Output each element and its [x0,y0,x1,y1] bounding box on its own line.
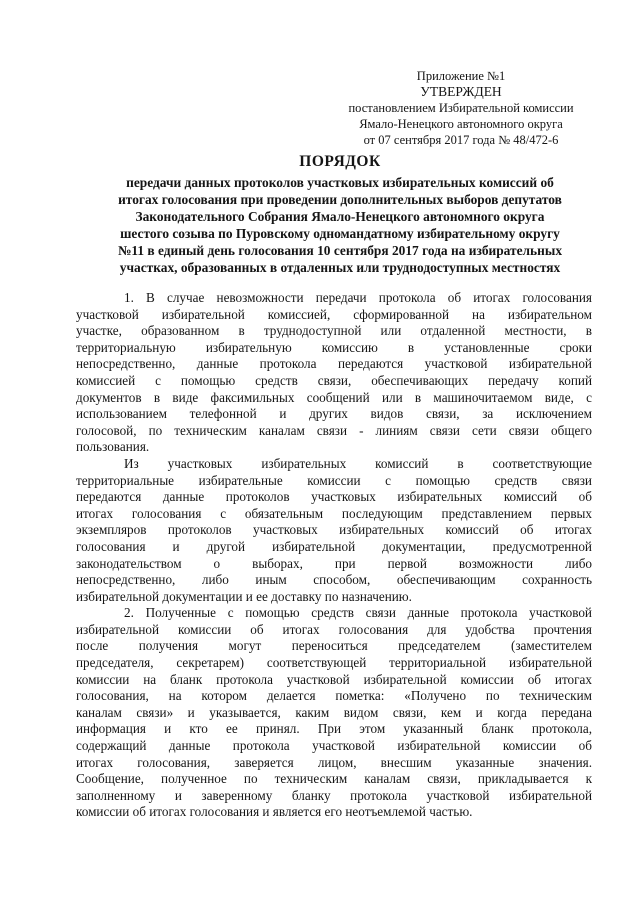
subtitle-line: итогах голосования при проведении дополнительных выборов депутатов [118,192,562,207]
text-line: 2. Полученные с помощью средств связи данные протокола участковой [124,605,592,621]
text-line: участковой избирательной комиссией, сформированной на избирательном [76,306,592,322]
text-line: после получения могут переноситься председателем (заместителем [76,638,592,654]
document-title: ПОРЯДОК [299,153,381,170]
subtitle-line: участках, образованных в отдаленных или труднодоступных местностях [119,260,561,275]
text-line: пользования. [76,439,150,455]
appendix-label: Приложение №1 [416,69,506,83]
text-line: избирательной комиссии об итогах голосования для удобства прочтения [76,621,592,637]
approval-region: Ямало-Ненецкого автономного округа [359,117,563,131]
subtitle-line: №11 в единый день голосования 10 сентября 2017 года на избирательных [117,243,563,258]
text-line: содержащий данные протокола участковой избирательной комиссии об [76,738,592,754]
text-line: заполненному и заверенному бланку протокола участковой избирательной [76,787,592,803]
approved-label: УТВЕРЖДЕН [420,84,502,99]
text-line: Сообщение, полученное по техническим каналам связи, прикладывается к [76,771,592,787]
paragraph-1-continued [76,456,592,605]
title-block [60,152,620,276]
document-body [76,290,592,821]
text-line: комиссии об итогах голосования и является его неотъемлемой частью. [76,804,473,820]
text-line: информация и кто ее принял. При этом указанный бланк протокола, [76,721,592,737]
text-line: председателя, секретарем) соответствующей территориальной избирательной [76,655,592,671]
approval-date-number: от 07 сентября 2017 года № 48/472-6 [363,133,559,147]
text-line: законодательством о выборах, при первой возможности либо [76,555,592,571]
approval-stamp [330,68,592,148]
text-line: территориальную избирательную комиссию в установленные сроки [76,339,592,355]
subtitle-line: передачи данных протоколов участковых избирательных комиссий об [126,175,554,190]
subtitle-line: шестого созыва по Пуровскому одномандатному избирательному округу [120,226,560,241]
paragraph-2 [76,605,592,821]
paragraph-1 [76,290,592,456]
text-line: голосования и другой избирательной документации, предусмотренной [76,538,592,554]
text-line: каналам связи» и указывается, каким видом связи, кем и когда передана [76,704,592,720]
text-line: непосредственно, данные протокола передаются участковой избирательной [76,356,592,372]
approval-resolution: постановлением Избирательной комиссии [348,101,574,115]
text-line: использованием телефонной и других видов связи, за исключением [76,406,592,422]
text-line: голосовой, по техническим каналам связи - линиям связи сети связи общего [76,422,592,438]
subtitle-line: Законодательного Собрания Ямало-Ненецкого автономного округа [135,209,545,224]
text-line: избирательной документации и ее доставку по назначению. [76,588,412,604]
text-line: итогах голосования с обязательным последующим представлением первых [76,505,592,521]
text-line: документов в виде факсимильных сообщений или в машиночитаемом виде, с [76,389,592,405]
text-line: территориальные избирательные комиссии с помощью средств связи [76,472,592,488]
text-line: комиссии на бланк протокола участковой избирательной комиссии об итогах [76,671,592,687]
text-line: участке, образованном в труднодоступной или отдаленной местности, в [76,323,592,339]
text-line: голосования, на котором делается пометка: «Получено по техническим [76,688,592,704]
text-line: Из участковых избирательных комиссий в соответствующие [124,455,592,471]
text-line: экземпляров протоколов участковых избирательных комиссий об итогах [76,522,592,538]
text-line: комиссией с помощью средств связи, обеспечивающих передачу копий [76,372,592,388]
text-line: 1. В случае невозможности передачи протокола об итогах голосования [124,290,592,305]
document-subtitle [60,174,620,276]
text-line: итогах голосования, заверяется лицом, внесшим указанные значения. [76,754,592,770]
text-line: передаются данные протоколов участковых избирательных комиссий об [76,489,592,505]
text-line: непосредственно, либо иным способом, обеспечивающим сохранность [76,572,592,588]
